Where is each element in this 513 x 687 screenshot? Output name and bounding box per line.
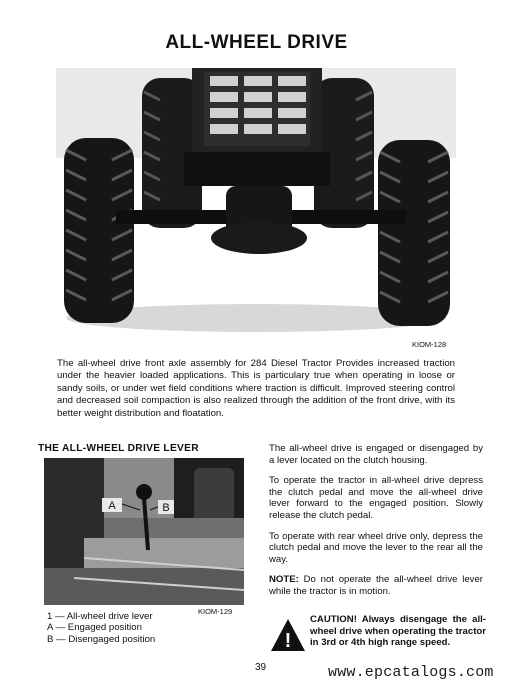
instruction-paragraph: To operate with rear wheel drive only, depress the clutch pedal and move the lever to the rear all the way. — [269, 530, 483, 565]
figure-id-kiom-128: KIOM-128 — [412, 340, 447, 349]
warning-triangle-icon — [270, 618, 306, 652]
intro-paragraph: The all-wheel drive front axle assembly for 284 Diesel Tractor Provides increased traction under the heavier loaded applications. This is particulary true when operating in loose or sandy soils, or under wet field conditions where traction is difficult. Improved steering control and decreased soil compaction is also realized through the addition of the front drive, with its better weight distribution and floatation. — [57, 358, 455, 419]
tractor-front-photo — [56, 68, 456, 336]
note-paragraph — [269, 574, 483, 597]
legend-item: A — Engaged position — [47, 622, 142, 634]
lever-legend — [47, 611, 155, 645]
caution-text: CAUTION! Always disengage the all-wheel drive when operating the tractor in 3rd or 4th high range speed. — [310, 614, 486, 649]
lever-photo — [44, 458, 244, 605]
figure-id-kiom-129: KIOM-129 — [198, 607, 233, 616]
instruction-paragraph: The all-wheel drive is engaged or disengaged by a lever located on the clutch housing. — [269, 443, 483, 466]
callout-a: A — [108, 500, 116, 512]
note-label: NOTE: — [269, 574, 299, 586]
lever-instructions — [269, 443, 483, 607]
legend-item: 1 — All-wheel drive lever — [47, 611, 153, 622]
watermark: www.epcatalogs.com — [328, 664, 494, 681]
lever-section-heading: THE ALL-WHEEL DRIVE LEVER — [38, 443, 199, 454]
page-title: ALL-WHEEL DRIVE — [165, 32, 348, 53]
instruction-paragraph: To operate the tractor in all-wheel drive depress the clutch pedal and move the all-wheel drive lever forward to the engaged position. Slowly release the clutch pedal. — [269, 475, 483, 521]
note-text: Do not operate the all-wheel drive lever while the tractor is in motion. — [269, 574, 483, 597]
callout-b: B — [162, 502, 170, 514]
warning-glyph: ! — [284, 630, 292, 652]
legend-item: B — Disengaged position — [47, 633, 156, 645]
page-number: 39 — [255, 662, 267, 673]
